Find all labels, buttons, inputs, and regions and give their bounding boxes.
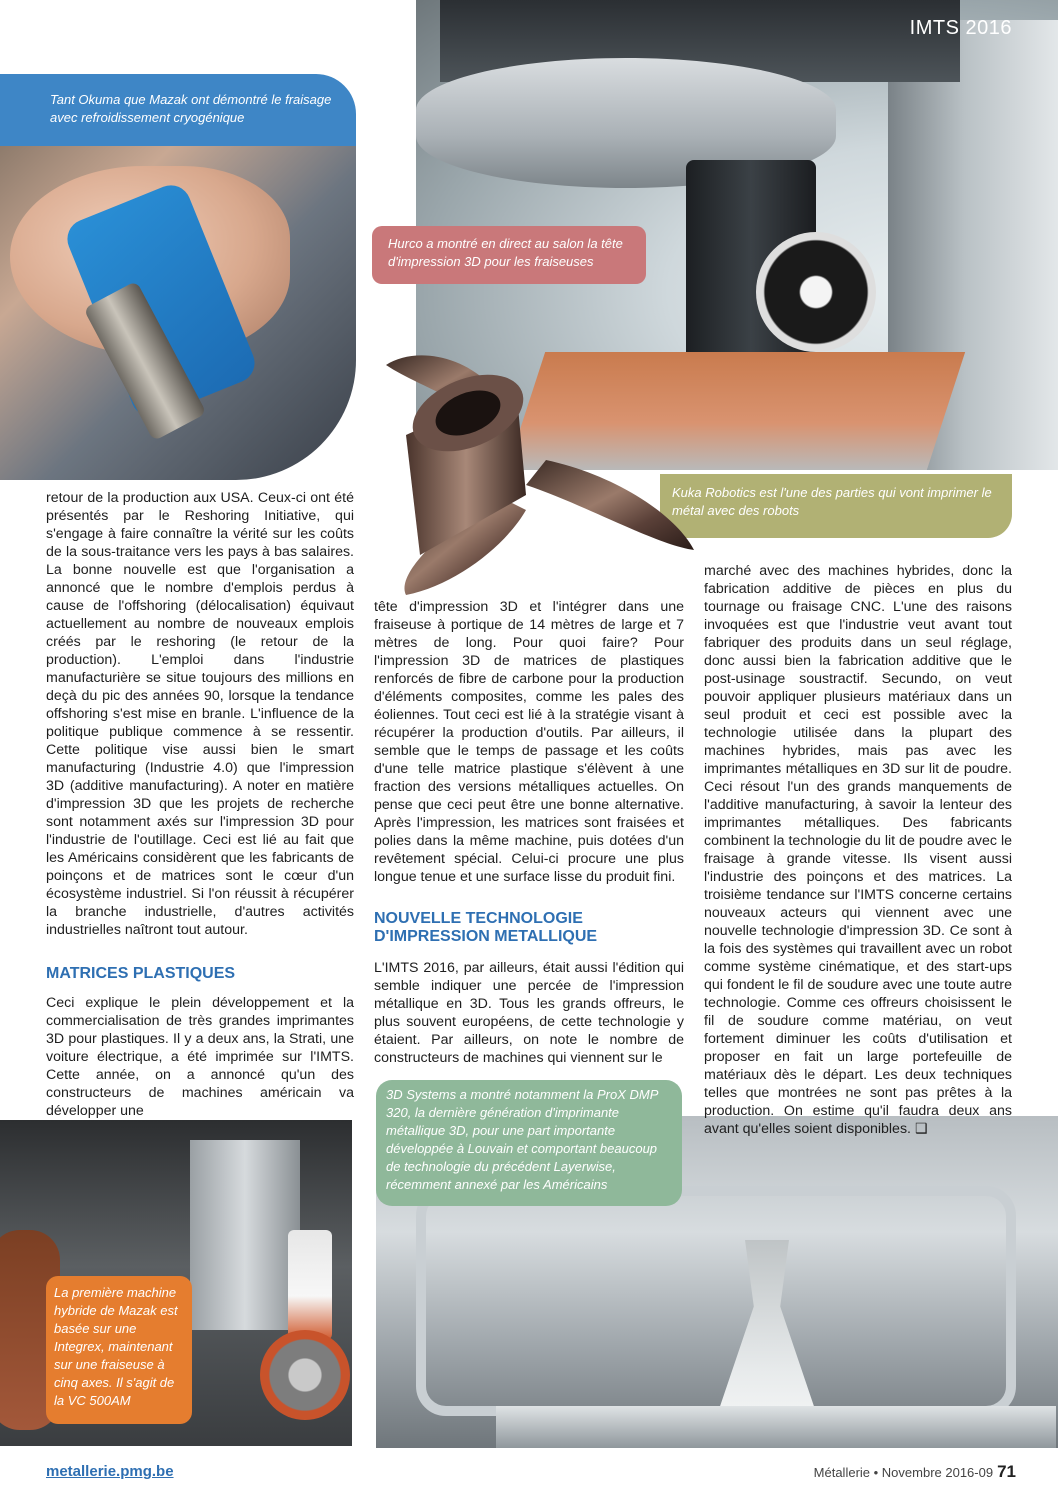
column2-paragraph-2: L'IMTS 2016, par ailleurs, était aussi l'édition qui semble indiquer une percée de l'impression métallique en 3D. Tous les grands offreurs, le plus souvent européens, de cette technologie y étaient. Par ailleurs, on note le nombre de constructeurs de machines qui viennent sur le [374,960,684,1066]
end-of-article-mark: ❑ [914,1121,928,1137]
column1-paragraph-1: retour de la production aux USA. Ceux-ci ont été présentés par le Reshoring Initiative, qui s'engage à faire connaître la vérité sur les coûts de la sous-traitance vers les pays à bas salaires. La bonne nouvelle est que l'organisation a annoncé que le nombre d'emplois perdus à cause de l'offshoring (délocalisation) équivaut actuellement au nombre de nouveaux emplois créés par le reshoring (le retour de la production). L'emploi dans l'industrie manufacturière se situe toujours des millions en deçà du pic des années 90, lorsque la tendance offshoring s'est mise en branle. L'influence de la politique publique commence à se ressentir. Cette politique vise aussi bien le smart manufacturing (Industrie 4.0) que l'impression 3D (additive manufacturing). A noter en matière d'impression 3D que les projets de recherche sont notamment axés sur l'impression 3D pour l'industrie de l'outillage. Ceci est lié au fait que les Américains considèrent que les fabricants de poinçons et de matrices sont le cœur d'un écosystème industriel. Si l'on réussit à récupérer la branche industrielle, d'autres activités industrielles naîtront tout autour. [46,490,354,938]
heading-matrices-plastiques: MATRICES PLASTIQUES [46,965,236,982]
photo-cryogenic-milling-tool [0,146,356,480]
photo-printed-propeller [376,345,694,600]
section-tag: IMTS 2016 [909,17,1012,39]
footer-url[interactable]: metallerie.pmg.be [46,1463,174,1480]
column3-paragraph-1 [704,562,1012,1138]
column1-paragraph-2: Ceci explique le plein développement et la commercialisation de très grandes imprimantes 3D pour plastiques. Il y a deux ans, la Strati, une voiture électrique, a été imprimée sur l'IMTS. Cette année, on a annoncé qu'un des constructeurs de machines américain va développer une [46,995,354,1119]
caption-kuka: Kuka Robotics est l'une des parties qui vont imprimer le métal avec des robots [660,474,1012,538]
footer-publication [814,1462,1016,1482]
column2-paragraph-1: tête d'impression 3D et l'intégrer dans une fraiseuse à portique de 14 mètres de large et 7 mètres de long. Pour quoi faire? Pour l'impression 3D de matrices de plastiques renforcés de fibre de carbone pour la production d'éléments composites, comme les pales des éoliennes. Tout ceci est lié à la stratégie visant à récupérer la production d'outils. Par ailleurs, il semble que le temps de passage et les coûts d'une telle matrice plastique s'élèvent à une fraction des versions métalliques actuelles. On pense que ceci peut être une bonne alternative. Après l'impression, les matrices sont fraisées et polies dans la même machine, puis dotées d'un revêtement spécial. Celui-ci procure une plus longue tenue et une surface lisse du produit fini. [374,599,684,885]
heading-line-2: D'IMPRESSION METALLIQUE [374,928,598,945]
caption-3d-systems: 3D Systems a montré notamment la ProX DMP 320, la dernière génération d'imprimante métallique 3D, pour une part importante développée à Louvain et comportant beaucoup de technologie du précédent Layerwise, récemment annexé par les Américains [376,1080,682,1206]
caption-hurco: Hurco a montré en direct au salon la tête d'impression 3D pour les fraiseuses [372,226,646,284]
heading-nouvelle-technologie [374,910,684,946]
caption-mazak: La première machine hybride de Mazak est basée sur une Integrex, maintenant sur une fraiseuse à cinq axes. Il s'agit de la VC 500AM [46,1276,192,1424]
page-number: 71 [997,1462,1016,1481]
column3-paragraph-text: marché avec des machines hybrides, donc la fabrication additive de pièces en plus du tournage ou fraisage CNC. L'une des raisons invoquées est que l'industrie veut avant tout fabriquer des produits dans un seul réglage, donc aussi bien la fabrication additive que le post-usinage soustractif. Secundo, on veut pouvoir appliquer plusieurs matériaux dans un seul produit et ceci est possible avec la technologie utilisée dans la plupart des machines hybrides, mais pas avec les imprimantes métalliques en 3D sur lit de poudre. Ceci résout l'un des grands manquements de l'additive manufacturing, à savoir la lenteur des imprimantes métalliques. Des fabricants combinent la technologie du lit de poudre avec le fraisage à grande vitesse. Ils visent aussi l'industrie des poinçons et des matrices. La troisième tendance sur l'IMTS concerne certains nouveaux acteurs qui viennent avec une nouvelle technologie d'impression 3D. Ce sont à la fois des systèmes qui travaillent avec un robot comme système cinématique, et des start-ups qui fondent le fil de soudure avec une toute autre technologie. Comme ces offreurs choisissent le fil de soudure comme matériau, on veut fortement diminuer les coûts d'utilisation et proposer en fait un large portefeuille de matériaux dès le départ. Les deux techniques telles que montrées ne sont pas prêtes à la production. On estime qu'il faudra deux ans avant qu'elles soient disponibles. [704,563,1012,1137]
heading-line-1: NOUVELLE TECHNOLOGIE [374,910,583,927]
publication-info: Métallerie • Novembre 2016-09 [813,1465,994,1480]
caption-okuma-mazak: Tant Okuma que Mazak ont démontré le fraisage avec refroidissement cryogénique [0,74,356,146]
